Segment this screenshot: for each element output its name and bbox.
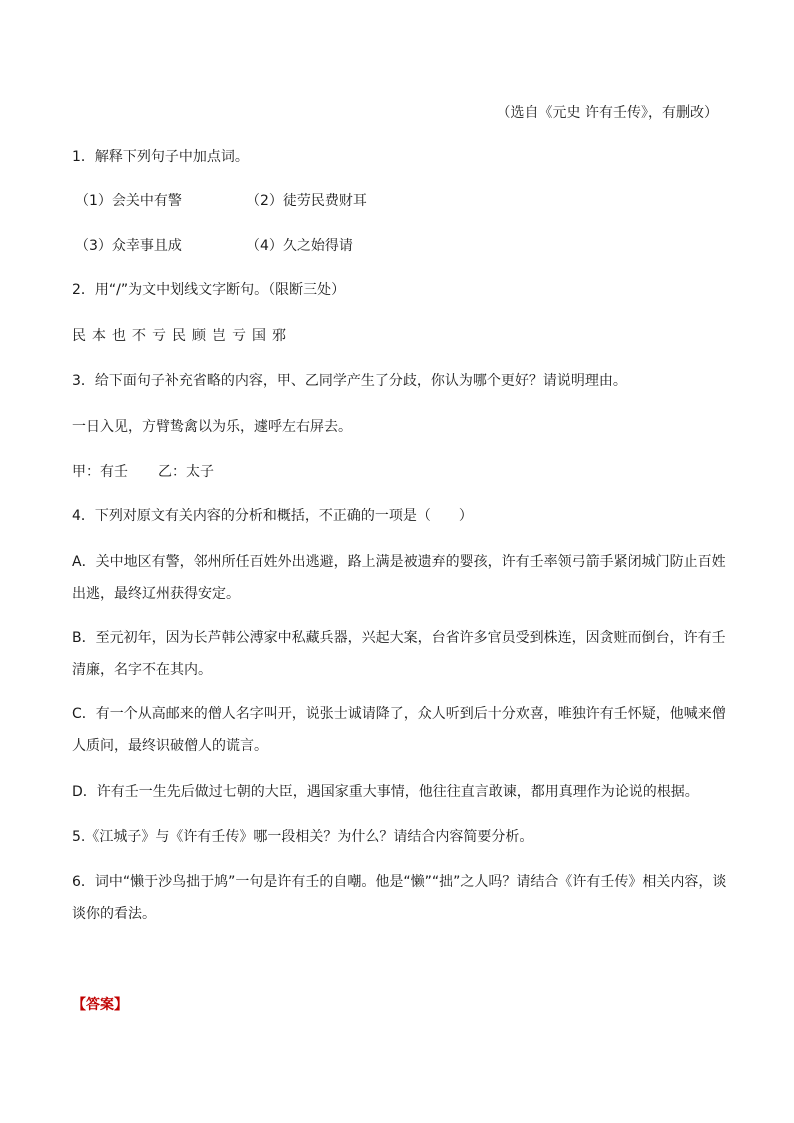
q4-option-a-line2: 出逃，最终辽州获得安定。 (72, 586, 240, 602)
question-6-stem-line1: 6．词中“懒于沙鸟拙于鸠”一句是许有壬的自嘲。他是“懒”“拙”之人吗？请结合《许有壬传》相关内容，谈 (72, 874, 727, 890)
q4-option-d: D．许有壬一生先后做过七朝的大臣，遇国家重大事情，他往往直言敢谏，都用真理作为论说的根据。 (72, 784, 699, 800)
q3-option-yi: 乙：太子 (158, 464, 214, 480)
q1-item-3: （3）众幸事且成 (75, 238, 182, 254)
q3-option-jia: 甲：有壬 (72, 464, 128, 480)
question-6-stem-line2: 谈你的看法。 (72, 906, 156, 922)
question-3-stem: 3．给下面句子补充省略的内容，甲、乙同学产生了分歧，你认为哪个更好？请说明理由。 (72, 373, 627, 389)
q4-option-b-line2: 清廉，名字不在其内。 (72, 662, 212, 678)
q1-item-4: （4）久之始得请 (246, 238, 353, 254)
q4-option-b-line1: B．至元初年，因为长芦韩公溥家中私藏兵器，兴起大案，台省许多官员受到株连，因贪赃而倒台，许有壬 (72, 630, 726, 646)
question-4-stem: 4．下列对原文有关内容的分析和概括，不正确的一项是（ ） (72, 508, 473, 524)
source-citation: （选自《元史 许有壬传》，有删改） (496, 105, 718, 121)
question-1-stem: 1．解释下列句子中加点词。 (72, 149, 249, 165)
answer-heading: 【答案】 (72, 997, 128, 1013)
q4-option-c-line1: C．有一个从高邮来的僧人名字叫开，说张士诚请降了，众人听到后十分欢喜，唯独许有壬怀疑，他喊来僧 (72, 706, 726, 722)
q2-punctuation-text: 民本也不亏民顾岂亏国邪 (72, 328, 292, 344)
q1-item-2: （2）徒劳民费财耳 (246, 193, 367, 209)
q4-option-c-line2: 人质问，最终识破僧人的谎言。 (72, 738, 268, 754)
question-5-stem: 5.《江城子》与《许有壬传》哪一段相关？为什么？请结合内容简要分析。 (72, 829, 534, 845)
q4-option-a-line1: A．关中地区有警，邻州所任百姓外出逃避，路上满是被遗弃的婴孩，许有壬率领弓箭手紧闭城门防止百姓 (72, 554, 726, 570)
q1-item-1: （1）会关中有警 (75, 193, 182, 209)
q3-sentence: 一日入见，方臂鸷禽以为乐，遽呼左右屏去。 (72, 419, 352, 435)
question-2-stem: 2．用“/”为文中划线文字断句。（限断三处） (72, 282, 346, 298)
